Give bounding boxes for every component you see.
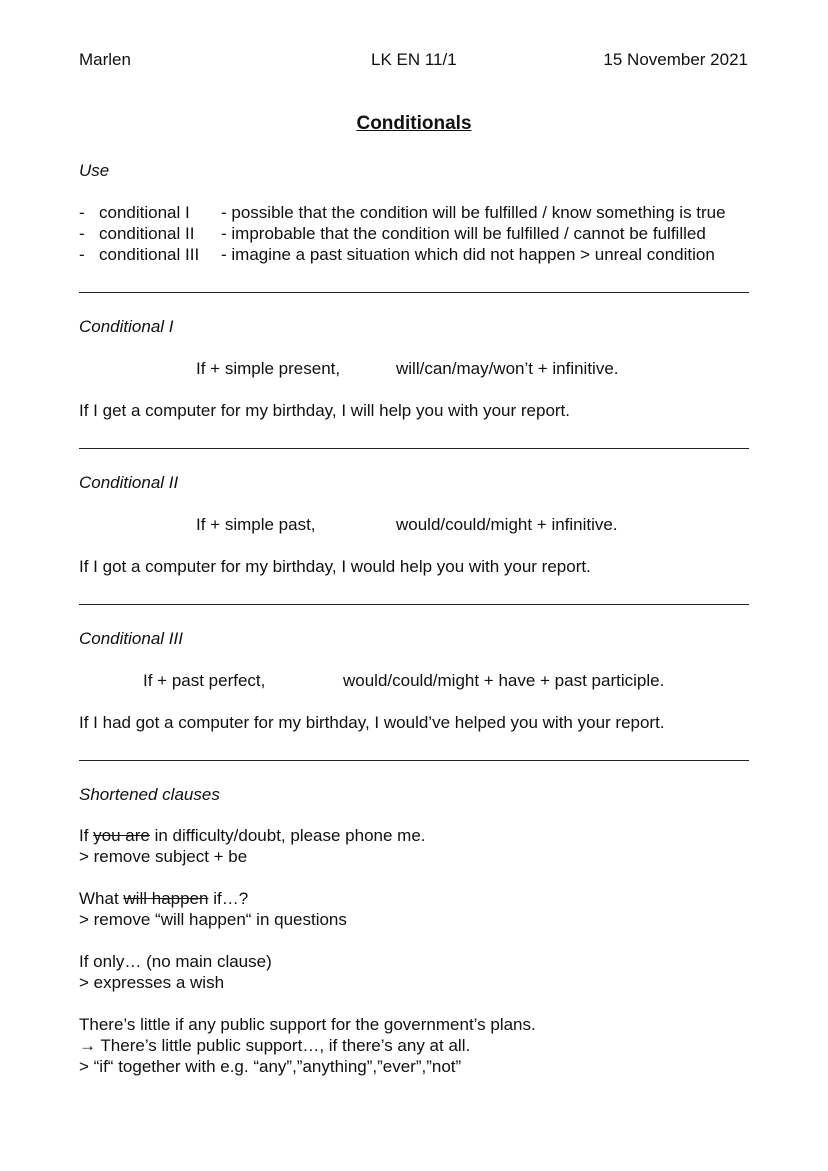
divider: [79, 448, 749, 449]
cond1-main-clause: will/can/may/won’t + infinitive.: [396, 359, 619, 378]
cond2-heading: Conditional II: [79, 473, 179, 492]
list-item: [79, 202, 726, 223]
use-heading: Use: [79, 161, 110, 180]
bullet: -: [79, 203, 85, 222]
use-item-name: conditional III: [99, 245, 200, 264]
use-list: [79, 202, 726, 265]
cond1-example: If I get a computer for my birthday, I will help you with your report.: [79, 401, 570, 420]
shortened-note-4: > “if“ together with e.g. “any”,”anything”,”ever”,”not”: [79, 1057, 462, 1076]
cond1-heading: Conditional I: [79, 317, 174, 336]
cond3-example: If I had got a computer for my birthday, I would’ve helped you with your report.: [79, 713, 665, 732]
bullet: -: [79, 245, 85, 264]
example-text: What: [79, 889, 124, 908]
struck-text: you are: [93, 826, 150, 845]
page-title: Conditionals: [356, 113, 472, 134]
struck-text: will happen: [123, 889, 209, 908]
shortened-example-1: [79, 825, 426, 846]
use-item-desc: - imagine a past situation which did not happen > unreal condition: [221, 245, 715, 264]
cond1-if-clause: If + simple present,: [196, 359, 341, 378]
list-item: [79, 244, 726, 265]
header-course: LK EN 11/1: [371, 50, 457, 69]
example-text: if…?: [208, 889, 249, 908]
shortened-example-2: [79, 888, 248, 909]
list-item: [79, 223, 726, 244]
cond3-heading: Conditional III: [79, 629, 183, 648]
shortened-example-4-rewrite: [79, 1035, 470, 1056]
shortened-note-2: > remove “will happen“ in questions: [79, 910, 347, 929]
bullet: -: [79, 224, 85, 243]
cond3-if-clause: If + past perfect,: [143, 671, 266, 690]
use-item-name: conditional I: [99, 203, 190, 222]
header-date: 15 November 2021: [603, 50, 748, 69]
use-item-name: conditional II: [99, 224, 195, 243]
use-item-desc: - improbable that the condition will be fulfilled / cannot be fulfilled: [221, 224, 706, 243]
shortened-note-3: > expresses a wish: [79, 973, 225, 992]
divider: [79, 604, 749, 605]
arrow-right-icon: →: [79, 1036, 96, 1055]
shortened-example-4: There’s little if any public support for the government’s plans.: [79, 1015, 536, 1034]
cond2-example: If I got a computer for my birthday, I would help you with your report.: [79, 557, 591, 576]
example-text: in difficulty/doubt, please phone me.: [149, 826, 426, 845]
shortened-example-3: If only… (no main clause): [79, 952, 272, 971]
cond2-main-clause: would/could/might + infinitive.: [396, 515, 618, 534]
shortened-note-1: > remove subject + be: [79, 847, 248, 866]
divider: [79, 292, 749, 293]
cond2-if-clause: If + simple past,: [196, 515, 316, 534]
header-author: Marlen: [79, 50, 131, 69]
example-text: There’s little public support…, if there’s any at all.: [96, 1036, 471, 1055]
cond3-main-clause: would/could/might + have + past participle.: [343, 671, 665, 690]
divider: [79, 760, 749, 761]
example-text: If: [79, 826, 94, 845]
use-item-desc: - possible that the condition will be fulfilled / know something is true: [221, 203, 726, 222]
shortened-heading: Shortened clauses: [79, 785, 220, 804]
